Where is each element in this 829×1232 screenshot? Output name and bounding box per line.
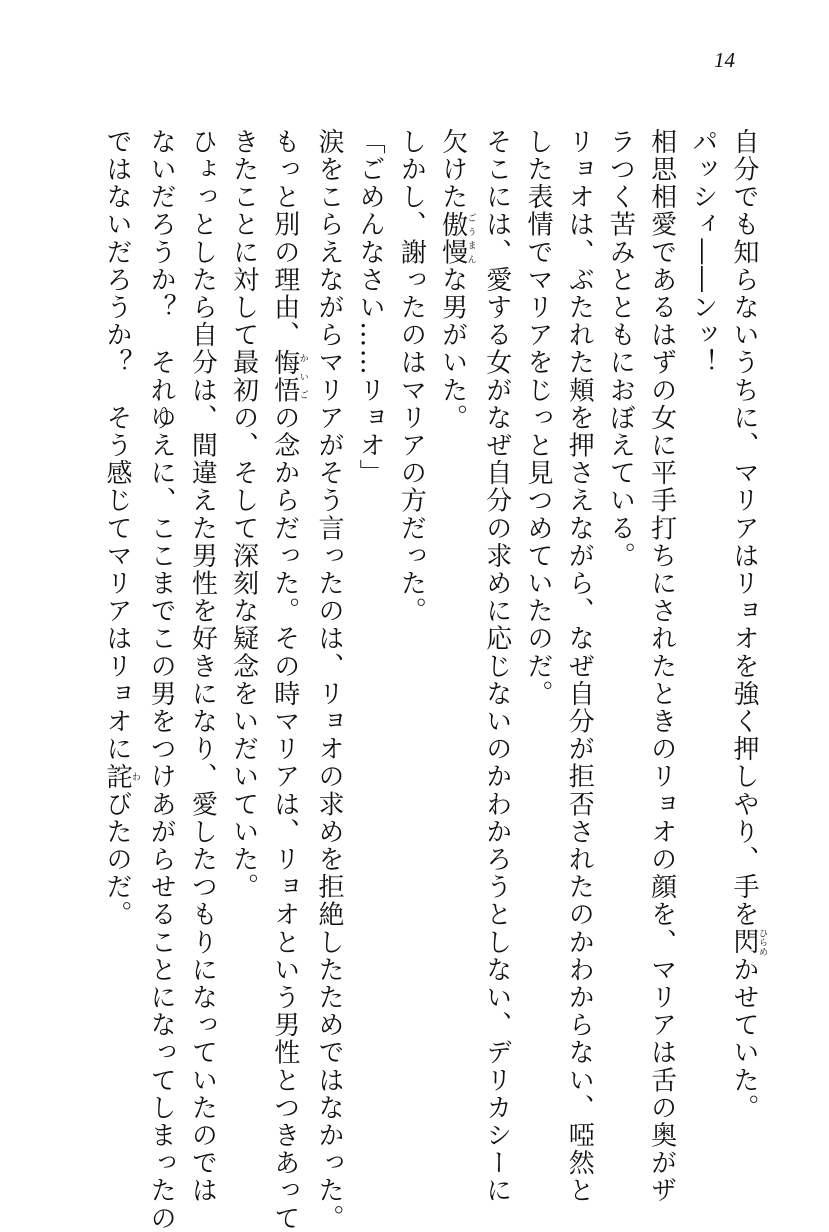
text-line: しかし、謝ったのはマリアの方だった。 xyxy=(396,128,427,625)
text-line: きたことに対して最初の、そして深刻な疑念をいだいていた。 xyxy=(228,128,259,901)
text-line: リョオは、ぶたれた頬を押さえながら、なぜ自分が拒否されたのかわからない、啞然と xyxy=(564,128,595,1205)
text-line: ひょっとしたら自分は、間違えた男性を好きになり、愛したつもりになっていたのでは xyxy=(187,128,218,1205)
furigana-reading: かいご xyxy=(297,348,308,404)
furigana-reading: ひらめ xyxy=(757,928,767,956)
text-line: 欠けた傲慢ごうまんな男がいた。 xyxy=(437,128,476,432)
text-line: パッシィ――ンッ！ xyxy=(687,128,718,377)
text-line: もっと別の理由、悔悟かいごの念からだった。その時マリアは、リョオという男性とつきあって xyxy=(269,128,308,1232)
furigana-ruby: 詫わ xyxy=(101,762,140,791)
furigana-ruby: 傲慢ごうまん xyxy=(437,210,476,267)
page-number: 14 xyxy=(714,48,735,72)
text-line: 相思相愛であるはずの女に平手打ちにされたときのリョオの顔を、マリアは舌の奥がザ xyxy=(646,128,677,1205)
furigana-ruby: 閃ひらめ xyxy=(729,928,767,957)
text-line: ラつく苦みとともにおぼえている。 xyxy=(605,128,636,570)
furigana-reading: ごうまん xyxy=(465,210,476,266)
text-line: 自分でも知らないうちに、マリアはリョオを強く押しやり、手を閃ひらめかせていた。 xyxy=(729,128,767,1122)
text-line: した表情でマリアをじっと見つめていたのだ。 xyxy=(522,128,553,708)
text-line: 涙をこらえながらマリアがそう言ったのは、リョオの求めを拒絶したためではなかった。 xyxy=(313,128,344,1232)
furigana-reading: わ xyxy=(129,762,140,791)
vertical-body-text xyxy=(96,128,767,1232)
text-line: ではないだろうか？ そう感じてマリアはリョオに詫わびたのだ。 xyxy=(101,128,140,929)
text-line: 「ごめんなさい……リョオ」 xyxy=(355,128,386,487)
text-line: そこには、愛する女がなぜ自分の求めに応じないのかわかろうとしない、デリカシーに xyxy=(481,128,512,1205)
furigana-ruby: 悔悟かいご xyxy=(269,348,308,405)
text-line: ないだろうか？ それゆえに、ここまでこの男をつけあがらせることになってしまったの xyxy=(146,128,177,1232)
